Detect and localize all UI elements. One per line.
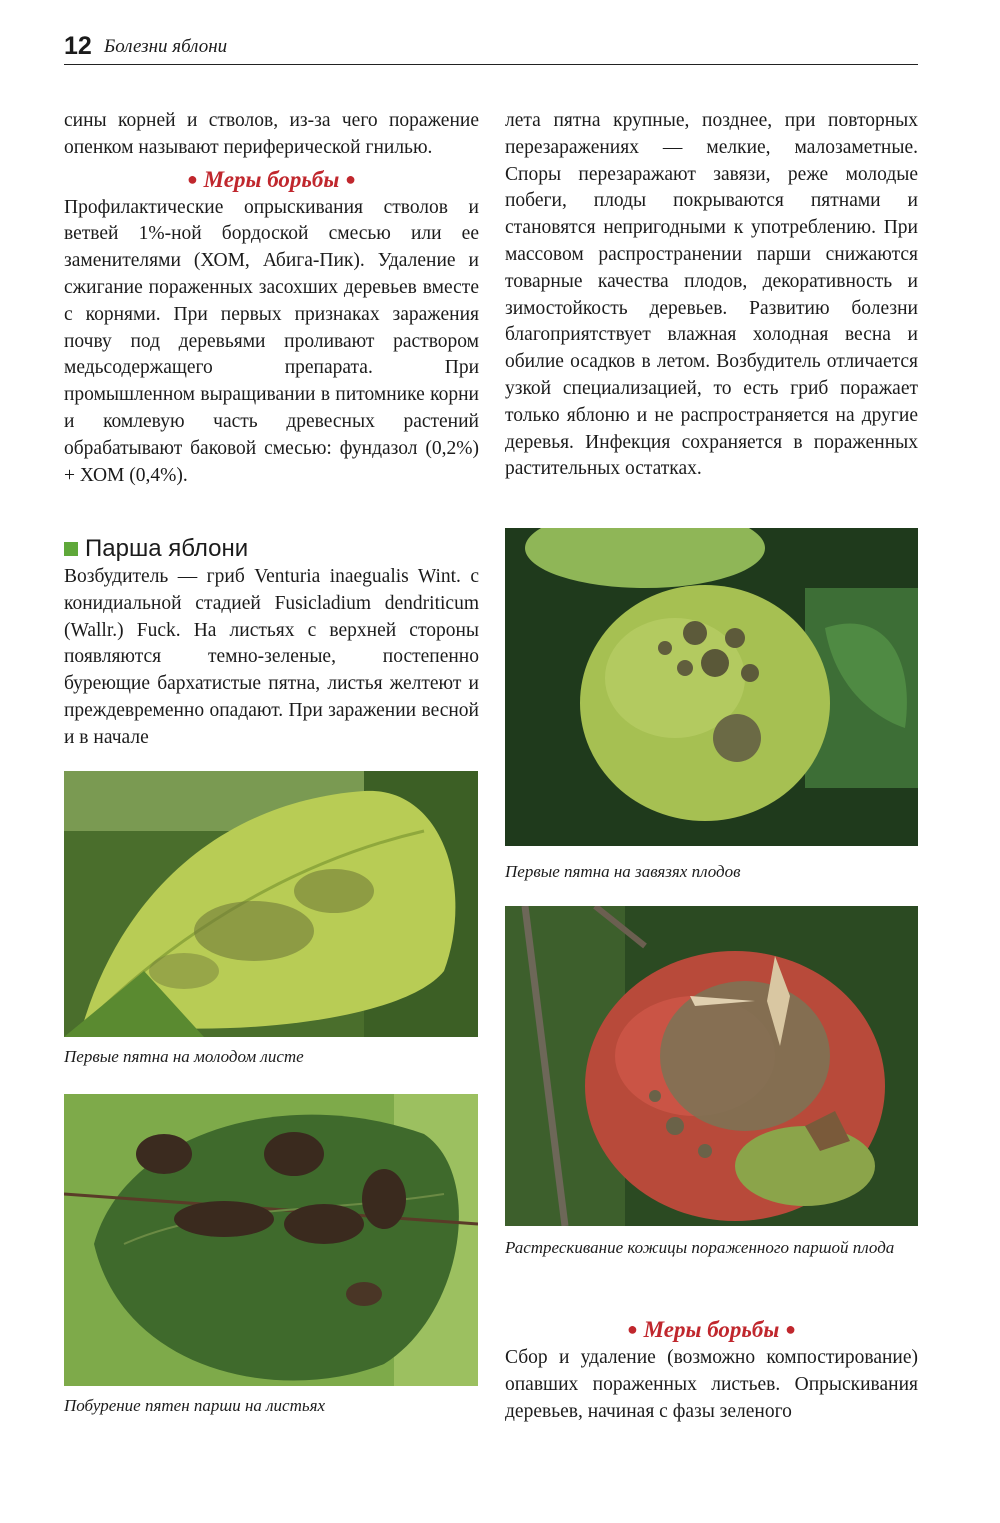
scab-description-paragraph: Возбудитель — гриб Venturia inaegualis Wint. с конидиальной стадией Fusicladium dendriticum (Wallr.) Fuck. На листьях с верхней стороны появляются темно-зеленые, постепенно буреющие бархатистые пятна, листья желтеют и преждевременно опадают. При заражении весной и в начале [64,566,479,748]
photo-browning-leaf [64,1094,478,1386]
photo-cracked-apple [505,906,918,1226]
photo-young-leaf [64,771,478,1037]
photo-fruit-ovary [505,528,918,846]
caption-browning-leaf: Побурение пятен парши на листьях [64,1396,326,1415]
right-column-text [505,108,918,483]
bullet-icon: ● [345,168,356,189]
caption-cracked-apple: Растрескивание кожицы пораженного паршой плода [505,1238,895,1257]
measures-heading-right [505,1314,918,1345]
caption-fruit-ovary: Первые пятна на завязях плодов [505,862,741,881]
bullet-icon: ● [627,1319,638,1339]
caption-cracked-apple-wrap [505,1235,918,1261]
caption-fruit-ovary-wrap [505,859,918,885]
measures-title-left: Меры борьбы [203,166,340,192]
caption-browning-leaf-wrap [64,1393,479,1419]
section-title: Парша яблони [85,535,249,562]
measures-paragraph-right: Сбор и удаление (возможно компостирование) опавших пораженных листьев. Опрыскивания деревьев, начиная с фазы зеленого [505,1347,918,1422]
right-continuation-paragraph: лета пятна крупные, позднее, при повторных перезаражениях — мелкие, малозаметные. Споры перезаражают завязи, реже молодые побеги, плоды покрываются пятнами и становятся непригодными к употреблению. При массовом распространении парши снижаются товарные качества плодов, декоративность и зимостойкость деревьев. Развитию болезни благоприятствует влажная холодная весна и обилие осадков в летом. Возбудитель отличается узкой специализацией, то есть гриб поражает только яблоню и не распространяется на другие деревья. Инфекция сохраняется в пораженных растительных остатках. [505,110,918,480]
caption-young-leaf-wrap [64,1044,479,1070]
scab-section [64,534,479,752]
left-column-text [64,108,479,489]
bullet-icon: ● [187,168,198,189]
measures-block-right [505,1312,918,1425]
measures-paragraph-left: Профилактические опрыскивания стволов и ветвей 1%-ной бордоской смесью или ее заменителями (ХОМ, Абига-Пик). Удаление и сжигание пораженных засохших деревьев вместе с корнями. При первых признаках заражения почву под деревьями проливают раствором медьсодержащего препарата. При промышленном выращивании в питомнике корни и комлевую часть древесных растений обрабатывают баковой смесью: фундазол (0,2%) + ХОМ (0,4%). [64,196,479,486]
left-continuation-paragraph: сины корней и стволов, из-за чего поражение опенком называют периферической гнилью. [64,110,479,158]
page-number: 12 [64,32,92,60]
caption-young-leaf: Первые пятна на молодом листе [64,1047,304,1066]
green-square-icon [64,542,78,556]
measures-title-right: Меры борьбы [643,1317,780,1342]
running-title: Болезни яблони [104,36,228,57]
section-heading [64,534,479,564]
measures-heading-left [64,164,479,195]
bullet-icon: ● [785,1319,796,1339]
page-header [64,30,918,65]
